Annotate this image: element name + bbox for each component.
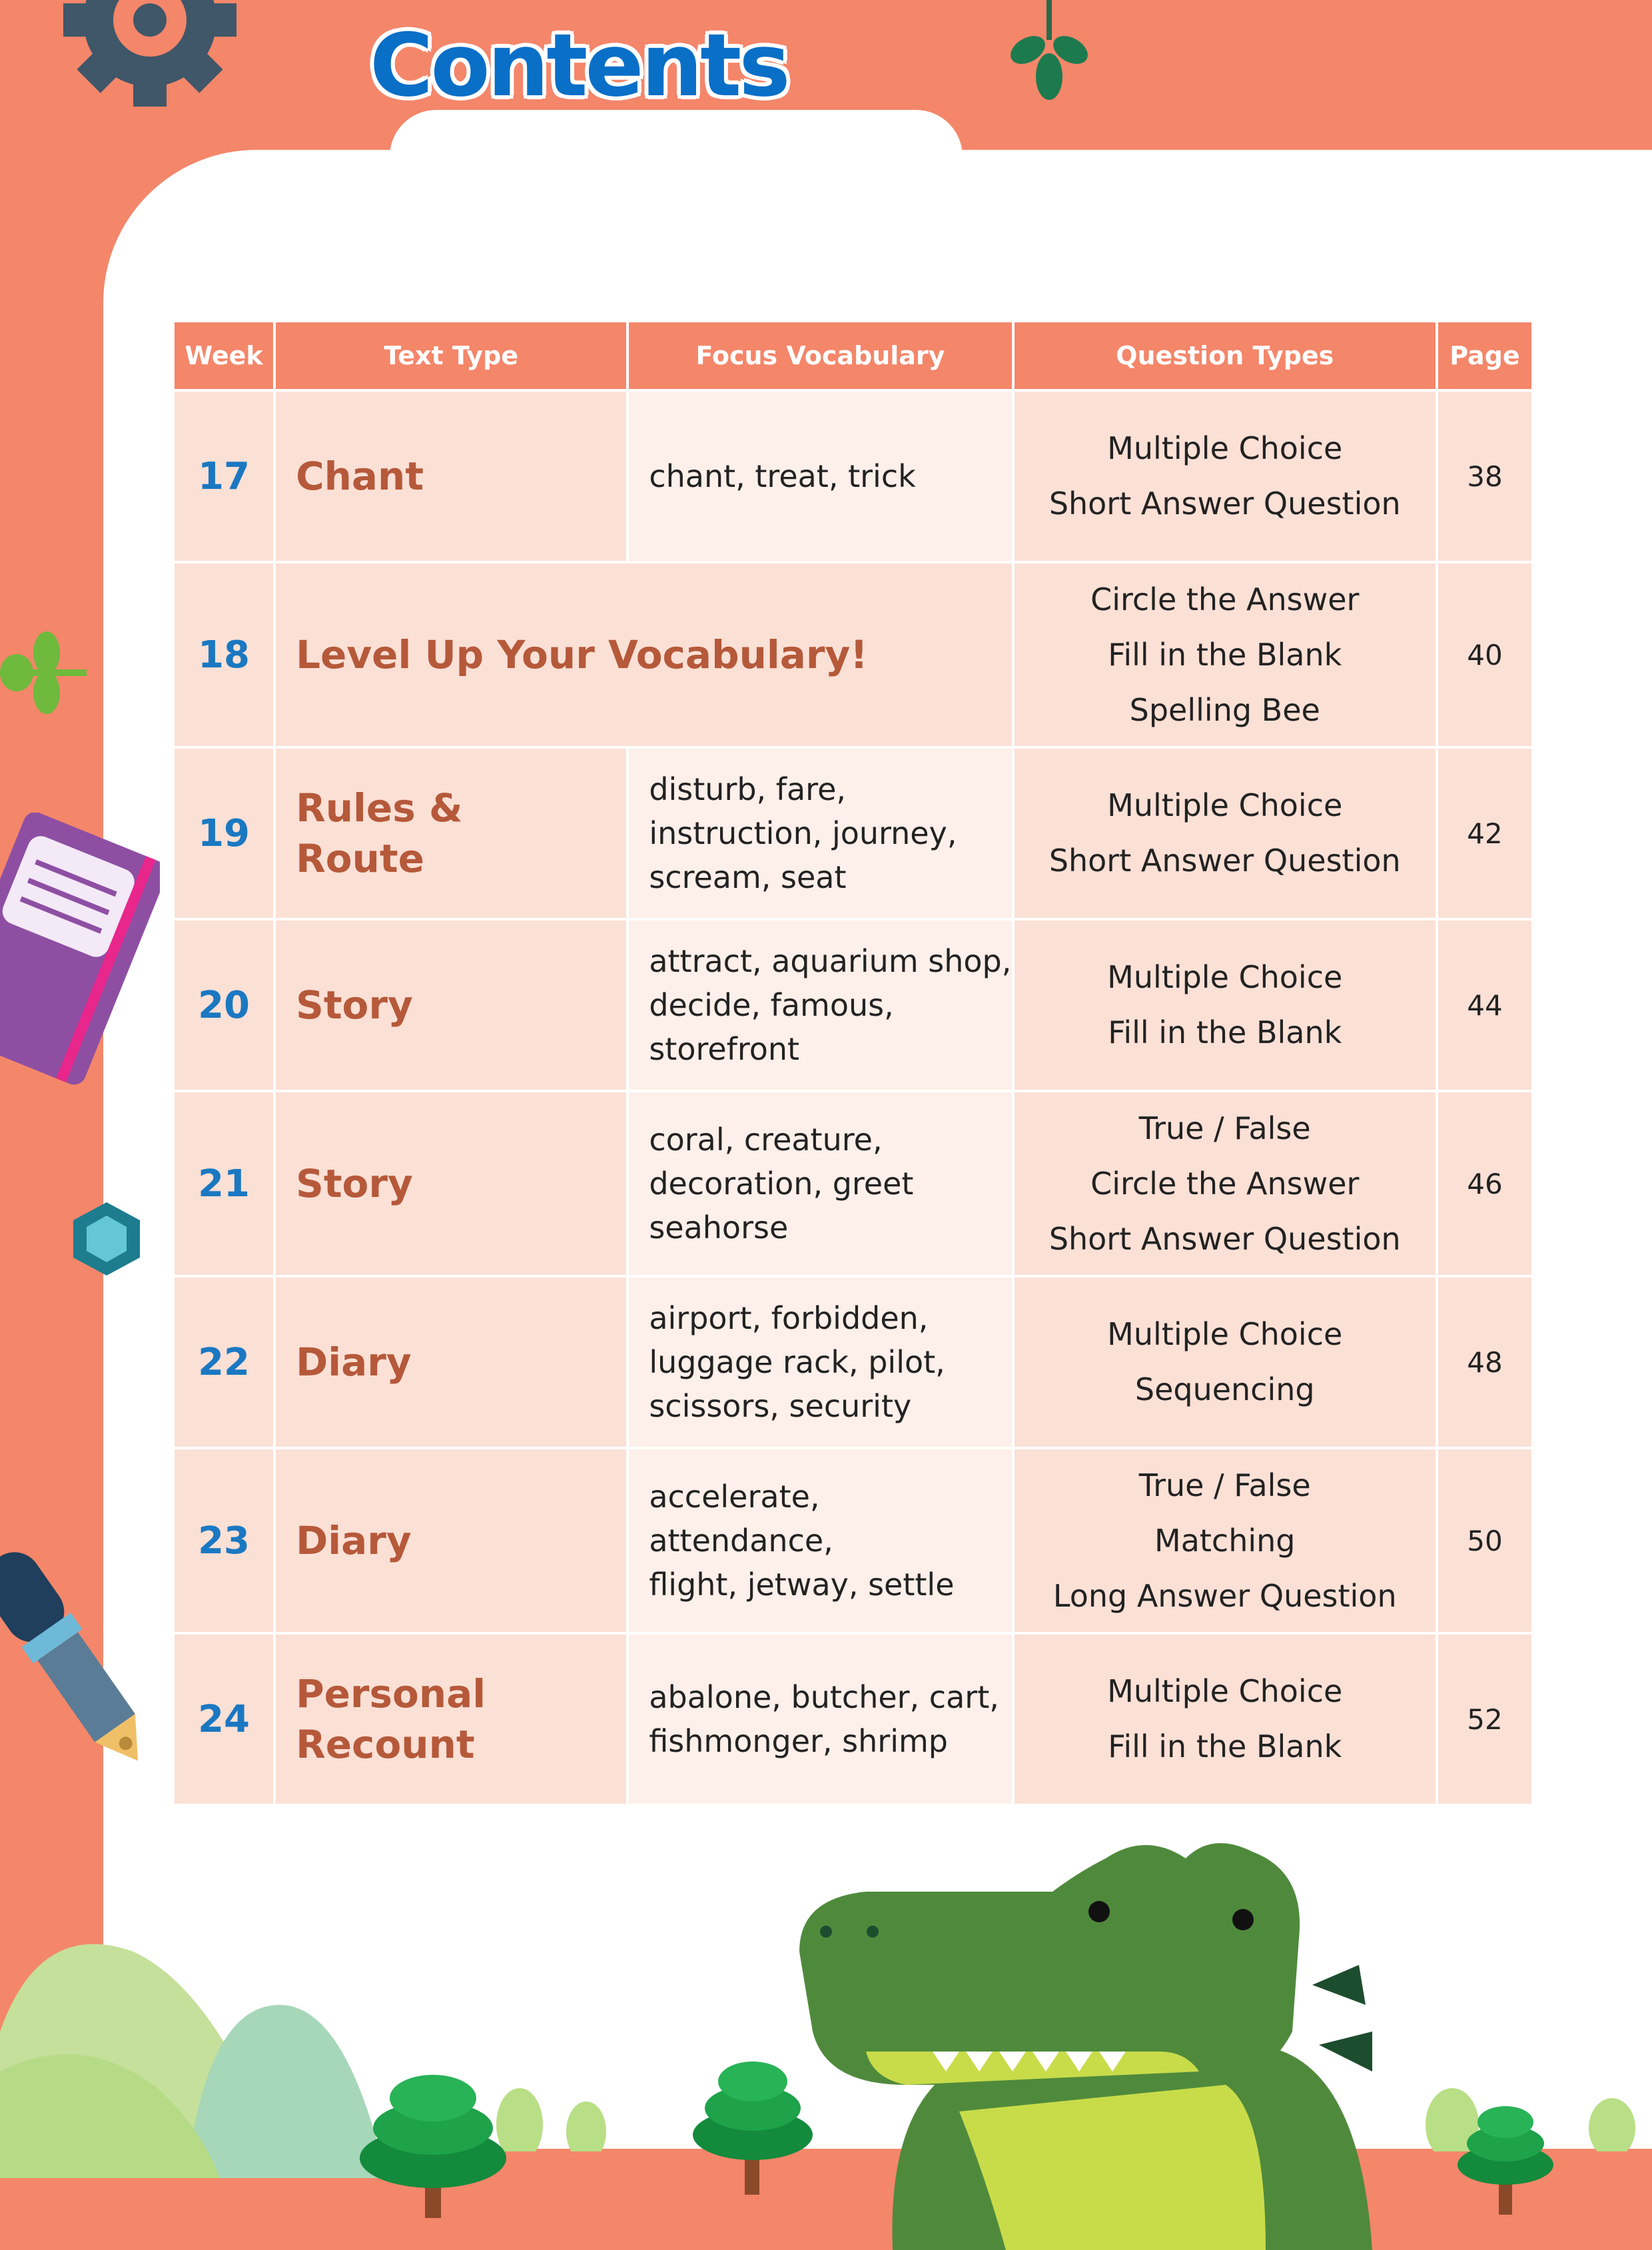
- table-row: [175, 1278, 1531, 1447]
- question-types: [1015, 749, 1436, 918]
- text-type: Diary: [276, 1278, 626, 1447]
- notebook-icon: [0, 813, 160, 1119]
- text-type: Story: [276, 1092, 626, 1275]
- leaf-sprig-icon: [0, 626, 93, 719]
- focus-vocabulary: disturb, fare, instruction, journey, scream, seat: [629, 749, 1011, 918]
- question-types: [1015, 1092, 1436, 1275]
- page-number: 50: [1438, 1449, 1531, 1632]
- question-type: True / False: [1138, 1467, 1311, 1503]
- question-type: Multiple Choice: [1107, 959, 1343, 995]
- focus-vocabulary: attract, aquarium shop, decide, famous, storefront: [629, 921, 1011, 1090]
- table-header-row: [175, 322, 1531, 389]
- text-type: Diary: [276, 1449, 626, 1632]
- question-type: Long Answer Question: [1052, 1577, 1397, 1614]
- week-number: 21: [175, 1092, 273, 1275]
- week-number: 19: [175, 749, 273, 918]
- pen-icon: [0, 1539, 173, 1778]
- page-title: Contents: [370, 15, 788, 116]
- week-number: 17: [175, 392, 273, 561]
- question-types: [1015, 1635, 1436, 1804]
- crocodile-illustration: [786, 1832, 1452, 2250]
- question-type: Short Answer Question: [1048, 486, 1401, 522]
- week-number: 20: [175, 921, 273, 1090]
- page-number: 38: [1438, 392, 1531, 561]
- page-number: 40: [1438, 563, 1531, 746]
- question-type: Fill in the Blank: [1108, 1728, 1342, 1764]
- week-number: 24: [175, 1635, 273, 1804]
- header-question-types: Question Types: [1015, 322, 1436, 389]
- header-page: Page: [1438, 322, 1531, 389]
- week-number: 23: [175, 1449, 273, 1632]
- focus-vocabulary: airport, forbidden, luggage rack, pilot, scissors, security: [629, 1278, 1011, 1447]
- question-types: [1015, 921, 1436, 1090]
- question-type: Short Answer Question: [1048, 843, 1401, 879]
- question-types: [1015, 1278, 1436, 1447]
- page-number: 48: [1438, 1278, 1531, 1447]
- tree-icon: [1452, 2098, 1559, 2218]
- gear-icon: [50, 0, 250, 113]
- question-type: Circle the Answer: [1090, 581, 1360, 617]
- question-type: Multiple Choice: [1107, 1316, 1343, 1352]
- page-number: 44: [1438, 921, 1531, 1090]
- focus-vocabulary: chant, treat, trick: [629, 392, 1011, 561]
- page-number: 42: [1438, 749, 1531, 918]
- gem-icon: [70, 1199, 143, 1279]
- focus-vocabulary: accelerate, attendance, flight, jetway, settle: [629, 1449, 1011, 1632]
- question-type: Fill in the Blank: [1108, 636, 1342, 673]
- week-number: 18: [175, 563, 273, 746]
- question-types: [1015, 392, 1436, 561]
- table-row: [175, 1449, 1531, 1632]
- text-type: Rules & Route: [276, 749, 626, 918]
- question-type: Spelling Bee: [1129, 691, 1320, 728]
- header-focus-vocabulary: Focus Vocabulary: [629, 322, 1011, 389]
- question-types: [1015, 563, 1436, 746]
- table-row: [175, 1092, 1531, 1275]
- table-row: [175, 749, 1531, 918]
- question-type: Sequencing: [1134, 1371, 1315, 1407]
- question-type: Multiple Choice: [1107, 430, 1343, 466]
- table-row: [175, 392, 1531, 561]
- page-number: 46: [1438, 1092, 1531, 1275]
- question-type: Fill in the Blank: [1108, 1014, 1342, 1050]
- question-type: Matching: [1154, 1522, 1296, 1559]
- text-type: Level Up Your Vocabulary!: [276, 563, 1012, 746]
- leaf-sprig-icon: [1009, 0, 1089, 107]
- question-type: Short Answer Question: [1048, 1220, 1401, 1257]
- page-number: 52: [1438, 1635, 1531, 1804]
- focus-vocabulary: abalone, butcher, cart, fishmonger, shrimp: [629, 1635, 1011, 1804]
- table-row: [175, 921, 1531, 1090]
- hill-icon: [0, 1912, 400, 2178]
- question-type: True / False: [1138, 1110, 1311, 1146]
- question-type: Circle the Answer: [1090, 1165, 1360, 1202]
- tree-icon: [353, 2065, 513, 2225]
- text-type: Personal Recount: [276, 1635, 626, 1804]
- week-number: 22: [175, 1278, 273, 1447]
- question-type: Multiple Choice: [1107, 787, 1343, 823]
- text-type: Chant: [276, 392, 626, 561]
- title-tab: [390, 110, 963, 223]
- header-week: Week: [175, 322, 273, 389]
- header-text-type: Text Type: [276, 322, 626, 389]
- contents-table: [172, 320, 1534, 1806]
- focus-vocabulary: coral, creature, decoration, greet seahorse: [629, 1092, 1011, 1275]
- question-types: [1015, 1449, 1436, 1632]
- question-type: Multiple Choice: [1107, 1673, 1343, 1709]
- text-type: Story: [276, 921, 626, 1090]
- table-row: [175, 1635, 1531, 1804]
- table-row: [175, 563, 1531, 746]
